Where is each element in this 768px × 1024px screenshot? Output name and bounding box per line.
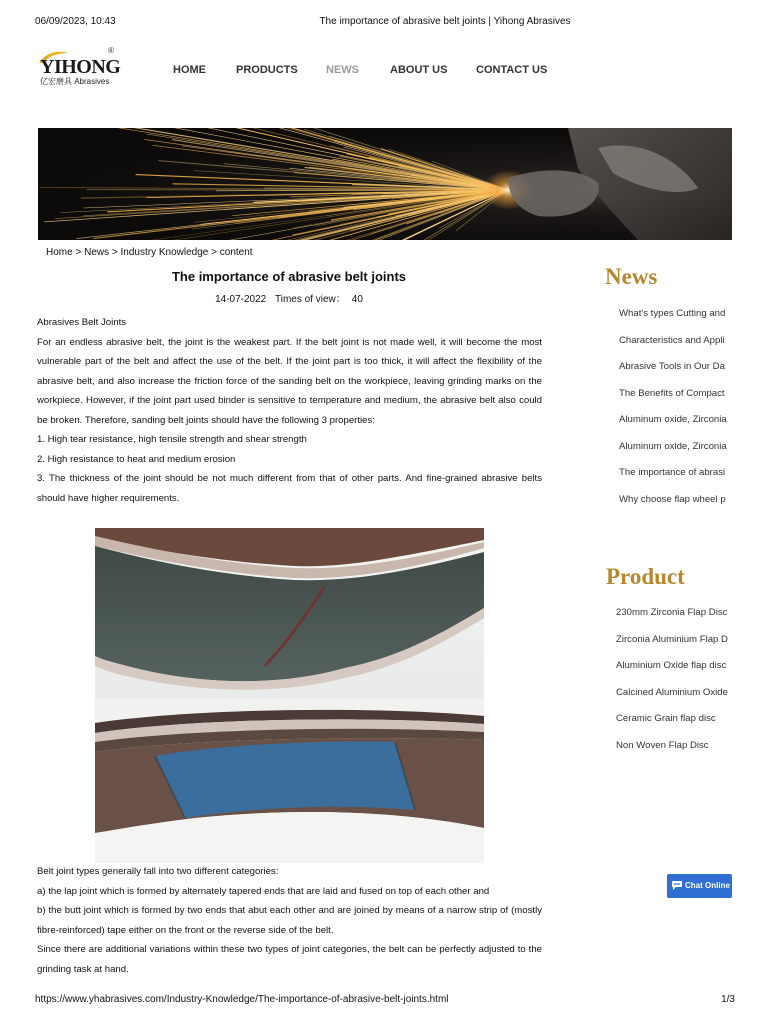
nav-home[interactable]: HOME bbox=[173, 64, 206, 76]
article-body-continued bbox=[37, 862, 542, 979]
views-label: Times of view： bbox=[275, 294, 346, 305]
sidebar-product-heading: Product bbox=[606, 564, 685, 589]
sidebar-product-item[interactable]: 230mm Zirconia Flap Disc bbox=[616, 607, 728, 618]
sidebar-product-item[interactable]: Ceramic Grain flap disc bbox=[616, 713, 716, 724]
sidebar-product-item[interactable]: Calcined Aluminium Oxide bbox=[616, 686, 728, 698]
sidebar-news-item[interactable]: Aluminum oxide, Zirconia bbox=[619, 414, 727, 425]
belt-joint-photo bbox=[95, 528, 484, 863]
chat-icon bbox=[671, 879, 683, 891]
sidebar-product-list bbox=[616, 607, 733, 766]
nav-news[interactable]: NEWS bbox=[326, 64, 359, 76]
article-paragraph: b) the butt joint which is formed by two ends that abut each other and are joined by means of a narrow strip of (mostly fibre-reinforced) tape either on the front or the reverse side of the belt. bbox=[37, 905, 542, 936]
article-body bbox=[37, 313, 542, 508]
sidebar-product-item[interactable]: Aluminium Oxide flap disc bbox=[616, 660, 727, 671]
sidebar-news-item[interactable]: What's types Cutting and bbox=[619, 308, 726, 319]
article-date: 14-07-2022 bbox=[215, 294, 267, 305]
article-title: The importance of abrasive belt joints bbox=[171, 269, 407, 284]
spark-streak bbox=[172, 140, 508, 190]
sidebar-news-item[interactable]: The importance of abrasi bbox=[619, 467, 726, 478]
nav-products[interactable]: PRODUCTS bbox=[236, 64, 298, 76]
views-count: 40 bbox=[351, 294, 363, 305]
logo-brand-text: YIHONG bbox=[40, 56, 121, 78]
article-paragraph: Since there are additional variations within these two types of joint categories, the belt can be perfectly adjusted to the grinding task at hand. bbox=[37, 944, 542, 975]
article-paragraph: Abrasives Belt Joints bbox=[37, 317, 127, 328]
article-list-item: 2. High resistance to heat and medium erosion bbox=[37, 453, 236, 465]
breadcrumb-news[interactable]: News bbox=[84, 247, 110, 258]
breadcrumb-separator: > bbox=[208, 247, 220, 258]
sidebar-news-item[interactable]: Abrasive Tools in Our Da bbox=[619, 361, 725, 372]
article-meta bbox=[37, 290, 541, 305]
sidebar-news-item[interactable]: The Benefits of Compact bbox=[619, 387, 725, 399]
print-page-title: The importance of abrasive belt joints | Yihong Abrasives bbox=[319, 16, 571, 27]
article-list-item: 1. High tear resistance, high tensile strength and shear strength bbox=[37, 434, 307, 445]
logo-registered-mark: ® bbox=[108, 46, 114, 55]
sidebar-product-item[interactable]: Zirconia Aluminium Flap D bbox=[616, 633, 728, 645]
print-header bbox=[0, 16, 768, 30]
site-logo[interactable] bbox=[38, 46, 121, 88]
breadcrumb-separator: > bbox=[109, 247, 121, 258]
print-page-number: 1/3 bbox=[721, 994, 735, 1005]
sparks-illustration bbox=[38, 128, 732, 240]
sidebar-news-heading: News bbox=[605, 264, 658, 289]
print-url: https://www.yhabrasives.com/Industry-Knowledge/The-importance-of-abrasive-belt-joints.html bbox=[35, 994, 449, 1005]
sidebar-news-item[interactable]: Aluminum oxide, Zirconia bbox=[619, 440, 727, 452]
logo-subtitle: 亿宏磨具 Abrasives bbox=[40, 77, 110, 86]
chat-online-button[interactable] bbox=[667, 874, 732, 898]
breadcrumb-home[interactable]: Home bbox=[46, 247, 73, 258]
hero-banner-image bbox=[38, 128, 732, 240]
nav-contact-us[interactable]: CONTACT US bbox=[476, 64, 548, 76]
belt-joint-illustration bbox=[95, 528, 484, 863]
print-date: 06/09/2023, 10:43 bbox=[35, 16, 116, 27]
article-list-item: 3. The thickness of the joint should be not much different from that of other parts. And fine-grained abrasive belts should have higher requirements. bbox=[37, 473, 542, 504]
breadcrumb-current: content bbox=[219, 247, 253, 258]
article-paragraph: For an endless abrasive belt, the joint is the weakest part. If the belt joint is not made well, it will become the most vulnerable part of the belt and affect the use of the belt. If the joint part is too thick, it will affect the flexibility of the abrasive belt, and also increase the friction force of the sanding belt on the workpiece, leaving grinding marks on the workpiece. However, if the joint part used binder is sensitive to temperature and medium, the abrasive belt also could be broken. Therefore, sanding belt joints should have the following 3 properties: bbox=[37, 336, 542, 426]
sidebar-news-item[interactable]: Characteristics and Appli bbox=[619, 334, 725, 346]
breadcrumb-separator: > bbox=[72, 247, 85, 258]
breadcrumb-industry-knowledge[interactable]: Industry Knowledge bbox=[120, 247, 209, 258]
chat-online-label: Chat Online bbox=[685, 881, 730, 890]
sidebar-news-list bbox=[619, 308, 733, 520]
nav-about-us[interactable]: ABOUT US bbox=[390, 64, 448, 76]
spark-streak bbox=[170, 128, 508, 190]
sidebar-product-item[interactable]: Non Woven Flap Disc bbox=[616, 739, 709, 751]
article-paragraph: Belt joint types generally fall into two different categories: bbox=[37, 866, 279, 877]
article-paragraph: a) the lap joint which is formed by alternately tapered ends that are laid and fused on top of each other and bbox=[37, 885, 490, 897]
sidebar-news-item[interactable]: Why choose flap wheel p bbox=[619, 493, 726, 505]
breadcrumb bbox=[46, 247, 253, 258]
